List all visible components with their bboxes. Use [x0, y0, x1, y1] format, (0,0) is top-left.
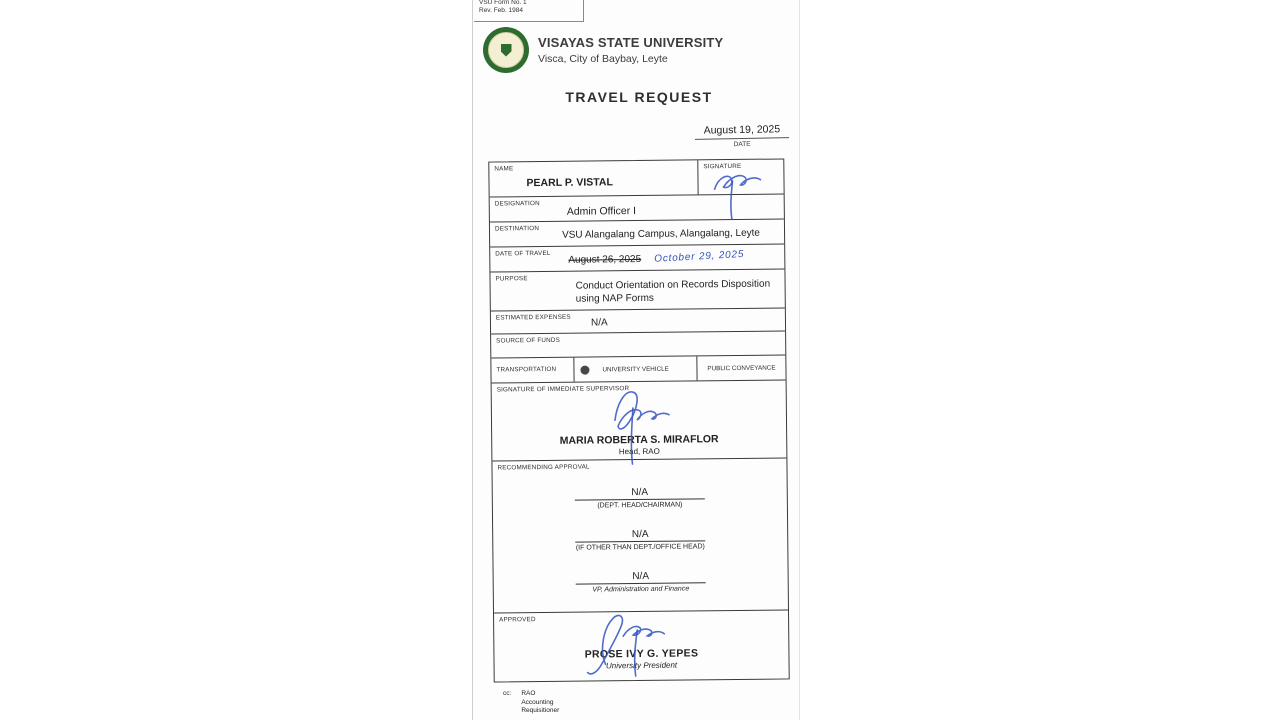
estimated-expenses-value: N/A — [590, 317, 608, 329]
destination-value: VSU Alangalang Campus, Alangalang, Leyte — [561, 227, 761, 241]
transportation-label-cell — [491, 358, 573, 383]
recommending-caption-1: (DEPT. HEAD/CHAIRMAN) — [597, 501, 683, 510]
purpose-label: PURPOSE — [495, 275, 528, 283]
cc-list — [521, 690, 559, 716]
recommending-caption-3: VP, Administration and Finance — [592, 585, 690, 594]
date-value: August 19, 2025 — [695, 123, 789, 140]
recommending-approval-row — [492, 458, 788, 613]
name-row — [489, 159, 783, 197]
form-number-box — [474, 0, 584, 22]
travel-date-original: August 26, 2025 — [568, 253, 642, 266]
cc-label: cc: — [503, 690, 512, 697]
purpose-value: Conduct Orientation on Records Disposition using NAP Forms — [575, 278, 771, 305]
date-block — [695, 123, 789, 149]
supervisor-row — [492, 380, 787, 461]
seal-shield-icon — [501, 44, 512, 57]
name-value: PEARL P. VISTAL — [526, 176, 613, 190]
recommending-value-2: N/A — [575, 528, 705, 542]
cc-item-accounting: Accounting — [521, 698, 554, 706]
estimated-expenses-row — [491, 308, 785, 334]
source-of-funds-row — [491, 331, 785, 358]
approved-label: APPROVED — [499, 616, 536, 624]
cc-item-requisitioner: Requisitioner — [521, 707, 560, 714]
purpose-row — [490, 269, 784, 311]
travel-date-label: DATE OF TRAVEL — [495, 249, 551, 258]
header-text — [538, 35, 723, 65]
travel-date-row — [490, 244, 784, 272]
university-name: VISAYAS STATE UNIVERSITY — [538, 35, 724, 50]
transportation-label: TRANSPORTATION — [496, 365, 557, 374]
cc-block — [503, 690, 559, 716]
approved-row — [494, 610, 789, 681]
recommending-caption-2: (IF OTHER THAN DEPT./OFFICE HEAD) — [575, 543, 705, 552]
transportation-option-university-vehicle: UNIVERSITY VEHICLE — [602, 365, 669, 373]
transportation-radio-cell — [573, 357, 594, 381]
designation-value: Admin Officer I — [566, 205, 637, 218]
destination-row — [490, 219, 784, 247]
form-revision: Rev. Feb. 1984 — [479, 7, 523, 14]
name-label: NAME — [494, 165, 514, 173]
estimated-expenses-label: ESTIMATED EXPENSES — [495, 313, 571, 322]
president-name: PROSE IVY G. YEPES — [584, 647, 699, 661]
seal-inner-ring — [488, 32, 524, 68]
signature-label: SIGNATURE — [703, 162, 742, 171]
date-label: DATE — [733, 140, 751, 149]
cc-item-rao: RAO — [521, 690, 536, 697]
transportation-option-public-conveyance: PUBLIC CONVEYANCE — [696, 355, 785, 380]
source-of-funds-label: SOURCE OF FUNDS — [496, 336, 561, 345]
recommending-value-3: N/A — [576, 570, 706, 584]
recommending-line-other-head — [530, 523, 750, 552]
president-title: University President — [605, 660, 678, 671]
recommending-line-vp — [531, 565, 751, 594]
university-address: Visca, City of Baybay, Leyte — [538, 53, 668, 65]
filled-radio-icon — [580, 365, 589, 374]
form-table — [488, 158, 789, 682]
name-cell — [489, 160, 698, 196]
destination-label: DESTINATION — [494, 225, 540, 233]
form-number: VSU Form No. 1 — [479, 0, 527, 6]
supervisor-label: SIGNATURE OF IMMEDIATE SUPERVISOR — [496, 385, 630, 394]
travel-date-handwritten: October 29, 2025 — [653, 248, 745, 265]
form-title: TRAVEL REQUEST — [565, 89, 713, 105]
vsu-seal-logo — [483, 27, 529, 73]
designation-label: DESIGNATION — [494, 200, 540, 208]
supervisor-name: MARIA ROBERTA S. MIRAFLOR — [559, 433, 719, 447]
designation-row — [490, 194, 784, 222]
supervisor-title: Head, RAO — [618, 446, 660, 457]
signature-cell — [698, 159, 783, 194]
president-signature-icon — [575, 605, 706, 686]
travel-request-document — [472, 0, 800, 720]
recommending-approval-label: RECOMMENDING APPROVAL — [497, 463, 590, 472]
transportation-row — [491, 355, 785, 383]
document-header — [483, 27, 723, 73]
recommending-value-1: N/A — [575, 486, 705, 500]
recommending-line-dept-head — [530, 481, 750, 510]
